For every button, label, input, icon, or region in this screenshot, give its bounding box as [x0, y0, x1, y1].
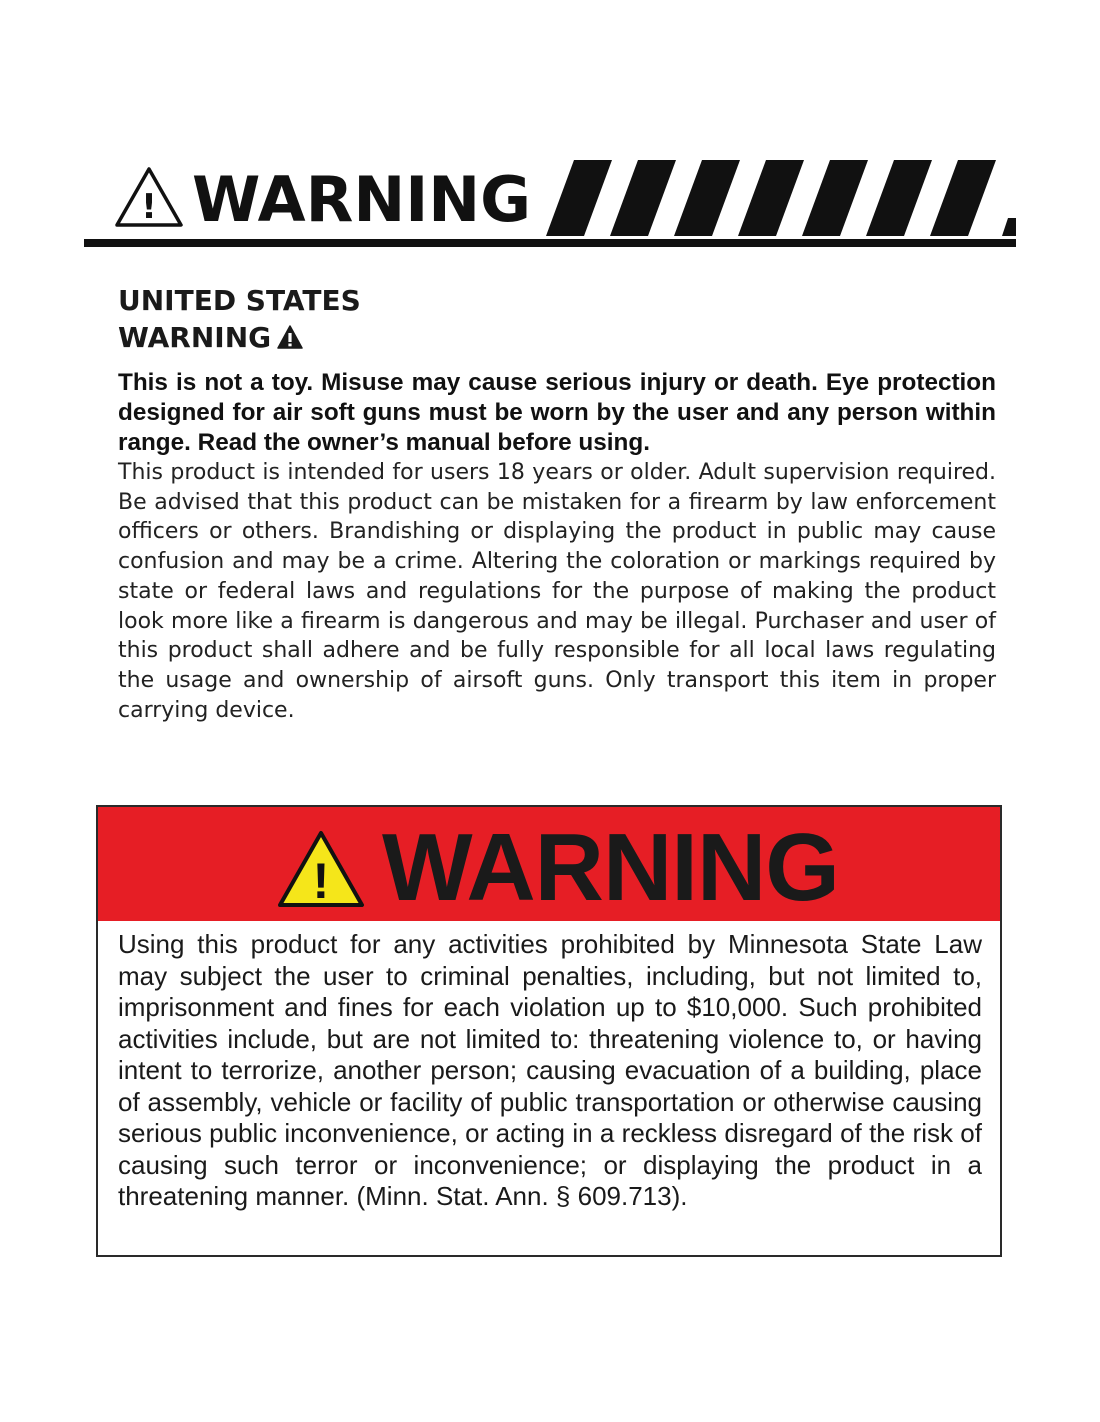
us-warning-bold-text: This is not a toy. Misuse may cause serious injury or death. Eye protection designed for air soft guns must be worn by the user and any person within range. Read the owner’s manual before using.	[118, 369, 996, 456]
mn-warning-body-text: Using this product for any activities prohibited by Minnesota State Law may subject the user to criminal penalties, including, but not limited to, imprisonment and fines for each violation up to $10,000. Such prohibited activities include, but are not limited to: threatening violence to, or having intent to terrorize, another person; causing evacuation of a building, place of assembly, vehicle or facility of public transportation or otherwise causing serious public inconvenience, or acting in a reckless disregard of the risk of causing such terror or inconvenience; or displaying the product in a threatening manner. (Minn. Stat. Ann. § 609.713).	[118, 929, 982, 1211]
hazard-stripes	[546, 160, 1016, 236]
us-heading-line1: UNITED STATES	[118, 284, 361, 317]
mn-warning-title: WARNING	[382, 814, 839, 921]
header-rule	[84, 239, 1016, 247]
mn-warning-box	[96, 805, 1002, 1257]
us-heading-line2	[118, 319, 996, 356]
us-warning-section	[118, 282, 996, 725]
exclamation-mark: !	[312, 853, 330, 909]
us-warning-body-text: This product is intended for users 18 years or older. Adult supervision required. Be advised that this product can be mistaken for a firearm by law enforcement officers or others. Brandishing or displaying the product in public may cause confusion and may be a crime. Altering the coloration or markings required by state or federal laws and regulations for the purpose of making the product look more like a firearm is dangerous and may be illegal. Purchaser and user of this product shall adhere and be fully responsible for all local laws regulating the usage and ownership of airsoft guns. Only transport this item in proper carrying device.	[118, 460, 996, 723]
mn-warning-banner	[98, 807, 1000, 921]
top-warning-header	[84, 150, 1016, 250]
us-heading-line2-text: WARNING	[118, 321, 272, 354]
warning-yellow-icon	[276, 829, 366, 909]
exclamation-mark: !	[141, 187, 157, 227]
warning-outline-icon	[114, 166, 184, 228]
top-warning-title: WARNING	[192, 163, 532, 236]
warning-filled-icon	[277, 325, 303, 349]
